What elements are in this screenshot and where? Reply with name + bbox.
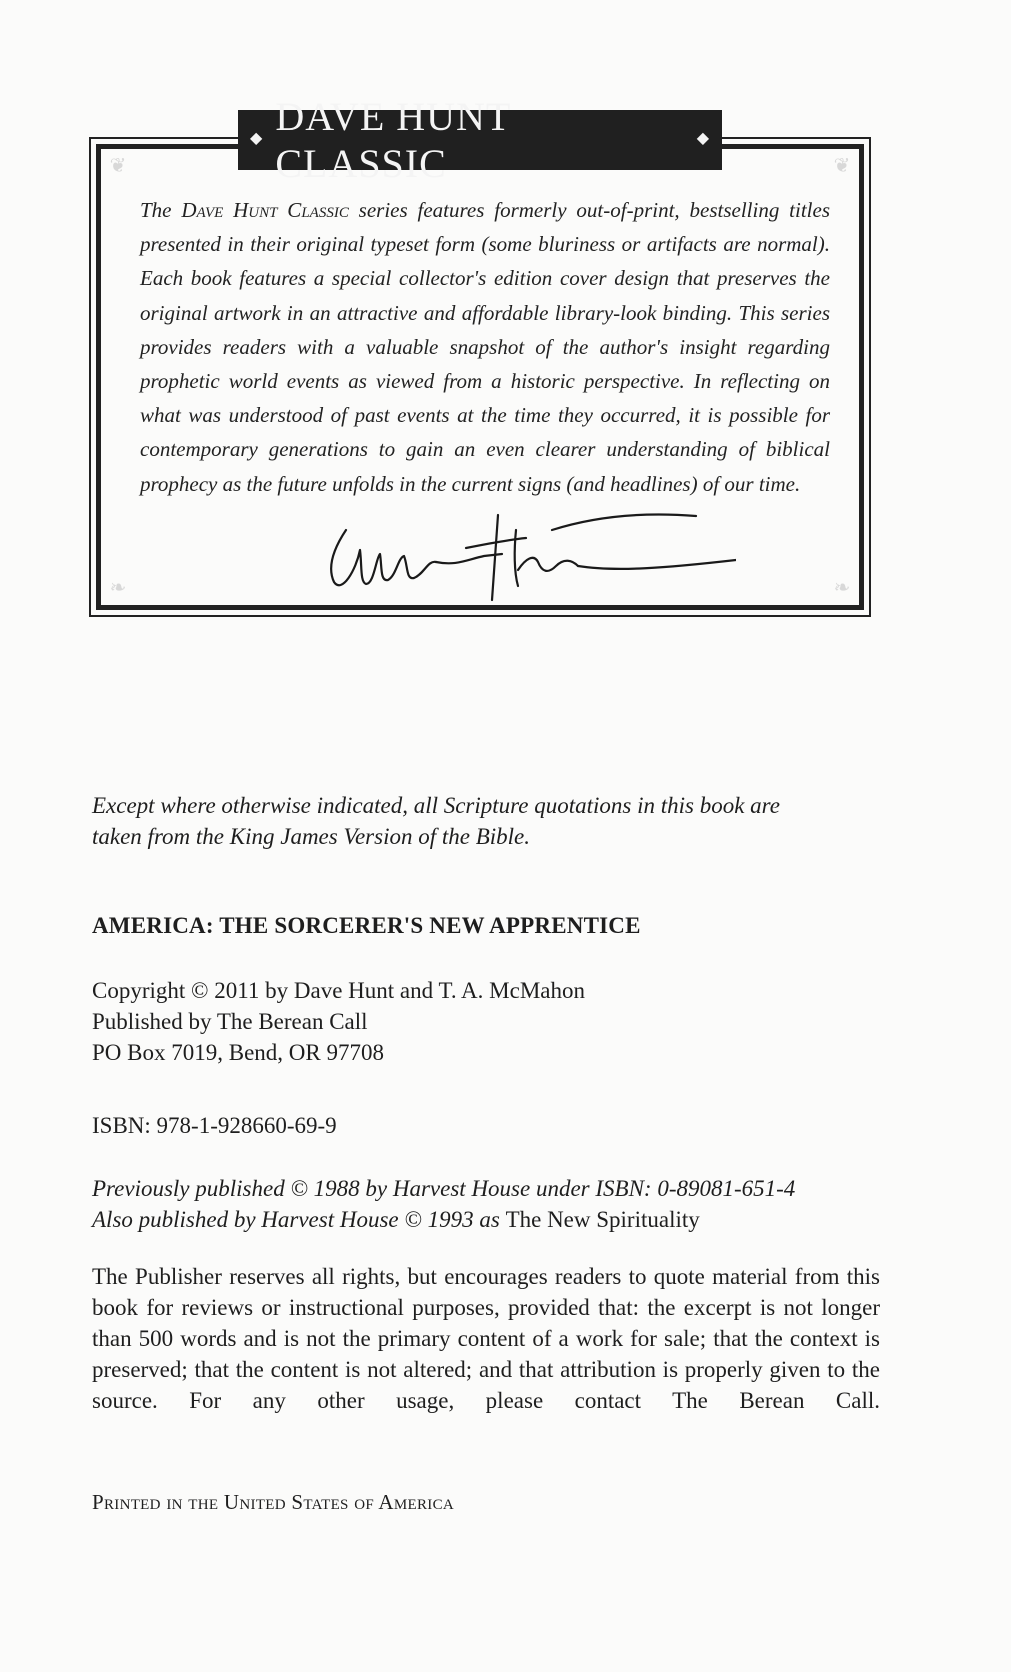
also-published-title: The New Spirituality bbox=[505, 1207, 700, 1232]
previous-publication bbox=[92, 1173, 795, 1235]
rights-notice: The Publisher reserves all rights, but encourages readers to quote material from this book for reviews or instructional purposes, provided that: the excerpt is not longer than 500 words and is not the primary content of a work for sale; that the context is preserved; that the content is not altered; and that attribution is properly given to the source. For any other usage, please contact The Berean Call. bbox=[92, 1264, 880, 1413]
banner-title: DAVE HUNT CLASSIC bbox=[275, 94, 511, 186]
corner-ornament-icon: ❦ bbox=[109, 155, 127, 177]
also-published-text: Also published by Harvest House © 1993 as bbox=[92, 1207, 506, 1232]
corner-ornament-icon: ❧ bbox=[109, 577, 127, 599]
also-published-line bbox=[92, 1204, 795, 1235]
publisher-line: Published by The Berean Call bbox=[92, 1009, 368, 1034]
isbn: ISBN: 978-1-928660-69-9 bbox=[92, 1113, 337, 1138]
series-name: Dave Hunt Classic bbox=[181, 198, 349, 222]
classic-series-description bbox=[140, 193, 830, 501]
corner-ornament-icon: ❦ bbox=[833, 155, 851, 177]
classic-series-banner bbox=[238, 94, 722, 186]
previous-publication-line: Previously published © 1988 by Harvest House under ISBN: 0-89081-651-4 bbox=[92, 1176, 796, 1201]
corner-ornament-icon: ❧ bbox=[833, 577, 851, 599]
scripture-note bbox=[92, 790, 892, 852]
printed-in-notice: Printed in the United States of America bbox=[92, 1490, 455, 1514]
copyright-line: Copyright © 2011 by Dave Hunt and T. A. McMahon bbox=[92, 978, 585, 1003]
book-title: AMERICA: THE SORCERER'S NEW APPRENTICE bbox=[92, 913, 641, 938]
author-signature-icon bbox=[316, 510, 736, 605]
scripture-note-line: taken from the King James Version of the Bible. bbox=[92, 824, 530, 849]
diamond-bullet-icon: ◆ bbox=[696, 130, 710, 147]
scripture-note-line: Except where otherwise indicated, all Scripture quotations in this book are bbox=[92, 793, 780, 818]
diamond-bullet-icon: ◆ bbox=[250, 130, 264, 147]
address-line: PO Box 7019, Bend, OR 97708 bbox=[92, 1040, 384, 1065]
copyright-block bbox=[92, 975, 585, 1068]
description-body: series features formerly out-of-print, bestselling titles presented in their original typeset form (some bluriness or artifacts are normal). Each book features a special collector's edition cover design that preserves the original artwork in an attractive and affordable library-look binding. This series provides readers with a valuable snapshot of the author's insight regarding prophetic world events as viewed from a historic perspective. In reflecting on what was understood of past events at the time they occurred, it is possible for contemporary generations to gain an even clearer understanding of biblical prophecy as the future unfolds in the current signs (and headlines) of our time. bbox=[140, 198, 831, 496]
description-lead: The bbox=[140, 198, 182, 222]
